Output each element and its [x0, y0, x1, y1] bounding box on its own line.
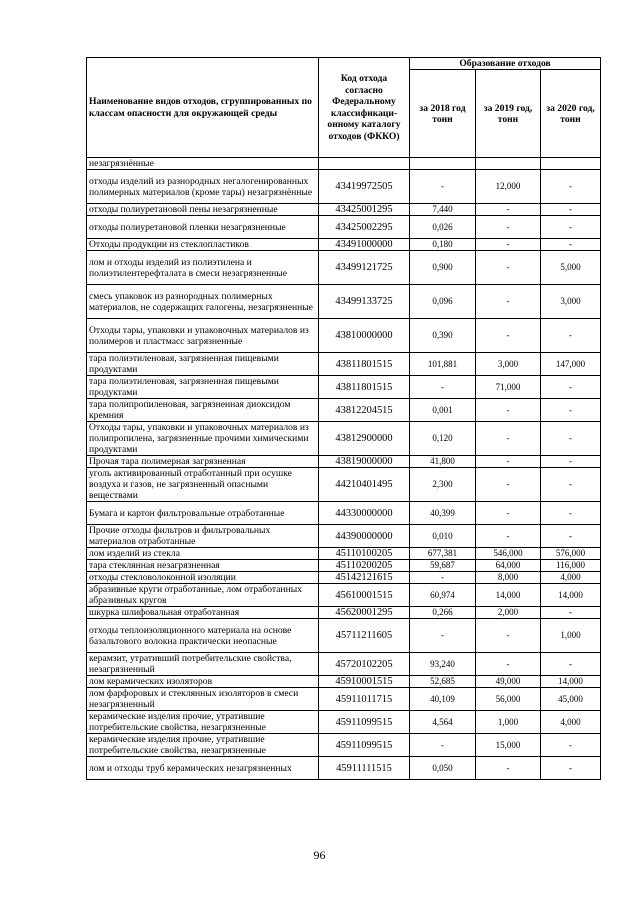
value-2018-cell: -	[410, 376, 476, 399]
waste-name-cell: отходы полиуретановой пленки незагрязненные	[87, 216, 319, 239]
table-row	[87, 399, 601, 422]
waste-name-cell: тара полиэтиленовая, загрязненная пищевыми продуктами	[87, 353, 319, 376]
value-2019-cell: -	[476, 619, 541, 653]
value-2020-cell: -	[541, 319, 601, 353]
waste-name-cell: отходы полиуретановой пены незагрязненные	[87, 204, 319, 216]
waste-name-cell: Прочие отходы фильтров и фильтровальных материалов отработанные	[87, 525, 319, 548]
value-2019-cell: -	[476, 468, 541, 502]
table-row	[87, 734, 601, 757]
waste-name-cell: керамические изделия прочие, утратившие потребительские свойства, незагрязненные	[87, 734, 319, 757]
waste-code-cell: 45911099515	[319, 734, 410, 757]
waste-code-cell: 43811801515	[319, 376, 410, 399]
waste-code-cell: 44390000000	[319, 525, 410, 548]
waste-name-cell: тара полипропиленовая, загрязненная диоксидом кремния	[87, 399, 319, 422]
table-row	[87, 251, 601, 285]
value-2019-cell: -	[476, 757, 541, 780]
waste-code-cell: 43811801515	[319, 353, 410, 376]
waste-code-cell: 43819000000	[319, 456, 410, 468]
table-row	[87, 204, 601, 216]
value-2018-cell: 677,381	[410, 548, 476, 560]
value-2018-cell: 93,240	[410, 653, 476, 676]
header-2020: за 2020 год, тонн	[541, 70, 601, 158]
page-number: 96	[313, 848, 326, 862]
value-2020-cell: 4,000	[541, 572, 601, 584]
waste-code-cell: 45911011715	[319, 688, 410, 711]
table-row	[87, 376, 601, 399]
value-2019-cell: 3,000	[476, 353, 541, 376]
waste-name-cell: тара стеклянная незагрязненная	[87, 560, 319, 572]
table-row	[87, 548, 601, 560]
table-body	[87, 158, 601, 780]
waste-code-cell: 45720102205	[319, 653, 410, 676]
continued-cell: незагрязнённые	[87, 158, 319, 170]
waste-code-cell: 45110200205	[319, 560, 410, 572]
waste-code-cell: 43499121725	[319, 251, 410, 285]
value-2018-cell: 7,440	[410, 204, 476, 216]
table-row	[87, 239, 601, 251]
waste-code-cell: 45711211605	[319, 619, 410, 653]
waste-name-cell: лом фарфоровых и стеклянных изоляторов в смеси незагрязненный	[87, 688, 319, 711]
value-2018-cell: 59,687	[410, 560, 476, 572]
waste-name-cell: абразивные круги отработанные, лом отработанных абразивных кругов	[87, 584, 319, 607]
value-2020-cell: 14,000	[541, 584, 601, 607]
waste-code-cell: 43425001295	[319, 204, 410, 216]
table-row	[87, 216, 601, 239]
table-row	[87, 584, 601, 607]
value-2018-cell: 4,564	[410, 711, 476, 734]
value-2019-cell: 546,000	[476, 548, 541, 560]
table-row	[87, 572, 601, 584]
value-2018-cell: 0,120	[410, 422, 476, 456]
waste-code-cell: 45911099515	[319, 711, 410, 734]
value-2020-cell: 14,000	[541, 676, 601, 688]
value-2019-cell: 12,000	[476, 170, 541, 204]
value-2019-cell: 71,000	[476, 376, 541, 399]
value-2019-cell: -	[476, 204, 541, 216]
waste-code-cell: 45620001295	[319, 607, 410, 619]
value-2018-cell: -	[410, 572, 476, 584]
waste-name-cell: Отходы продукции из стеклопластиков	[87, 239, 319, 251]
value-2020-cell: 45,000	[541, 688, 601, 711]
value-2020-cell: -	[541, 734, 601, 757]
waste-name-cell: отходы теплоизоляционного материала на основе базальтового волокна практически неопасные	[87, 619, 319, 653]
value-2020-cell: -	[541, 399, 601, 422]
value-2018-cell: 0,180	[410, 239, 476, 251]
waste-table	[86, 57, 601, 780]
waste-code-cell: 44210401495	[319, 468, 410, 502]
value-2018-cell: 0,096	[410, 285, 476, 319]
value-2018-cell: 0,026	[410, 216, 476, 239]
value-2018-cell: 60,974	[410, 584, 476, 607]
value-2020-cell: -	[541, 653, 601, 676]
waste-name-cell: керамические изделия прочие, утратившие потребительские свойства, незагрязненные	[87, 711, 319, 734]
value-2019-cell: -	[476, 422, 541, 456]
waste-name-cell: отходы стекловолоконной изоляции	[87, 572, 319, 584]
waste-name-cell: Бумага и картон фильтровальные отработанные	[87, 502, 319, 525]
value-2020-cell: -	[541, 239, 601, 251]
waste-code-cell: 43499133725	[319, 285, 410, 319]
table-row	[87, 757, 601, 780]
value-2020-cell: -	[541, 502, 601, 525]
table-row	[87, 711, 601, 734]
waste-name-cell: лом и отходы труб керамических незагрязненных	[87, 757, 319, 780]
waste-name-cell: Отходы тары, упаковки и упаковочных материалов из полипропилена, загрязненные прочими химическими продуктами	[87, 422, 319, 456]
value-2020-cell: -	[541, 525, 601, 548]
value-2019-cell: -	[476, 456, 541, 468]
header-formation: Образование отходов	[410, 58, 601, 70]
value-2019-cell: -	[476, 251, 541, 285]
table-row	[87, 422, 601, 456]
table-row	[87, 607, 601, 619]
value-2018-cell: 40,109	[410, 688, 476, 711]
table-row	[87, 468, 601, 502]
value-2018-cell: 0,001	[410, 399, 476, 422]
table-row	[87, 653, 601, 676]
value-2019-cell: -	[476, 216, 541, 239]
waste-name-cell: лом и отходы изделий из полиэтилена и полиэтилентерефталата в смеси незагрязненные	[87, 251, 319, 285]
value-2020-cell: -	[541, 757, 601, 780]
table-row	[87, 560, 601, 572]
table-row	[87, 285, 601, 319]
table-header	[87, 58, 601, 158]
waste-name-cell: смесь упаковок из разнородных полимерных материалов, не содержащих галогены, незагрязненные	[87, 285, 319, 319]
value-2018-cell: 0,900	[410, 251, 476, 285]
waste-code-cell: 43812900000	[319, 422, 410, 456]
value-2018-cell: 0,010	[410, 525, 476, 548]
waste-code-cell: 43491000000	[319, 239, 410, 251]
value-2020-cell: 116,000	[541, 560, 601, 572]
waste-name-cell: отходы изделий из разнородных негалогенированных полимерных материалов (кроме тары) незагрязнённые	[87, 170, 319, 204]
value-2020-cell: -	[541, 468, 601, 502]
waste-code-cell: 45910001515	[319, 676, 410, 688]
value-2018-cell: -	[410, 170, 476, 204]
value-2018-cell: -	[410, 619, 476, 653]
value-2019-cell: 49,000	[476, 676, 541, 688]
value-2019-cell: -	[476, 502, 541, 525]
value-2020-cell: -	[541, 607, 601, 619]
waste-name-cell: керамзит, утративший потребительские свойства, незагрязненный	[87, 653, 319, 676]
value-2019-cell: -	[476, 319, 541, 353]
value-2019-cell: -	[476, 285, 541, 319]
value-2020-cell: 3,000	[541, 285, 601, 319]
value-2018-cell: 2,300	[410, 468, 476, 502]
header-2018: за 2018 год тонн	[410, 70, 476, 158]
value-2019-cell: 2,000	[476, 607, 541, 619]
waste-code-cell: 43812204515	[319, 399, 410, 422]
waste-name-cell: лом изделий из стекла	[87, 548, 319, 560]
waste-code-cell: 45110100205	[319, 548, 410, 560]
value-2019-cell: 14,000	[476, 584, 541, 607]
value-2018-cell: 101,881	[410, 353, 476, 376]
waste-code-cell: 44330000000	[319, 502, 410, 525]
value-2020-cell: 147,000	[541, 353, 601, 376]
value-2020-cell: 1,000	[541, 619, 601, 653]
value-2020-cell: -	[541, 216, 601, 239]
header-2019: за 2019 год, тонн	[476, 70, 541, 158]
value-2020-cell: 5,000	[541, 251, 601, 285]
waste-name-cell: шкурка шлифовальная отработанная	[87, 607, 319, 619]
value-2019-cell: 1,000	[476, 711, 541, 734]
value-2020-cell: 4,000	[541, 711, 601, 734]
waste-code-cell: 45142121615	[319, 572, 410, 584]
waste-name-cell: тара полиэтиленовая, загрязненная пищевыми продуктами	[87, 376, 319, 399]
table-row	[87, 619, 601, 653]
value-2018-cell: -	[410, 734, 476, 757]
value-2019-cell: 64,000	[476, 560, 541, 572]
value-2018-cell: 0,390	[410, 319, 476, 353]
value-2020-cell: 576,000	[541, 548, 601, 560]
table-row	[87, 170, 601, 204]
value-2018-cell: 52,685	[410, 676, 476, 688]
table-row	[87, 319, 601, 353]
value-2019-cell: -	[476, 399, 541, 422]
table-row	[87, 688, 601, 711]
value-2018-cell: 41,800	[410, 456, 476, 468]
value-2020-cell: -	[541, 456, 601, 468]
header-code: Код отхода согласно Федеральному классификаци-онному каталогу отходов (ФККО)	[319, 58, 410, 158]
value-2019-cell: 15,000	[476, 734, 541, 757]
value-2019-cell: 56,000	[476, 688, 541, 711]
value-2020-cell: -	[541, 422, 601, 456]
value-2020-cell: -	[541, 170, 601, 204]
waste-code-cell: 43419972505	[319, 170, 410, 204]
waste-code-cell: 45911111515	[319, 757, 410, 780]
value-2019-cell: 8,000	[476, 572, 541, 584]
waste-name-cell: Отходы тары, упаковки и упаковочных материалов из полимеров и пластмасс загрязненные	[87, 319, 319, 353]
table-row	[87, 502, 601, 525]
value-2020-cell: -	[541, 204, 601, 216]
value-2018-cell: 40,399	[410, 502, 476, 525]
table-row	[87, 525, 601, 548]
waste-name-cell: Прочая тара полимерная загрязненная	[87, 456, 319, 468]
value-2019-cell: -	[476, 653, 541, 676]
waste-name-cell: лом керамических изоляторов	[87, 676, 319, 688]
table-row	[87, 456, 601, 468]
table-row	[87, 353, 601, 376]
waste-code-cell: 43425002295	[319, 216, 410, 239]
value-2020-cell: -	[541, 376, 601, 399]
value-2018-cell: 0,050	[410, 757, 476, 780]
waste-name-cell: уголь активированный отработанный при осушке воздуха и газов, не загрязненный опасными веществами	[87, 468, 319, 502]
value-2019-cell: -	[476, 239, 541, 251]
header-name: Наименование видов отходов, сгруппированных по классам опасности для окружающей среды	[87, 58, 319, 158]
waste-code-cell: 43810000000	[319, 319, 410, 353]
continued-row	[87, 158, 601, 170]
table-row	[87, 676, 601, 688]
value-2018-cell: 0,266	[410, 607, 476, 619]
value-2019-cell: -	[476, 525, 541, 548]
waste-code-cell: 45610001515	[319, 584, 410, 607]
